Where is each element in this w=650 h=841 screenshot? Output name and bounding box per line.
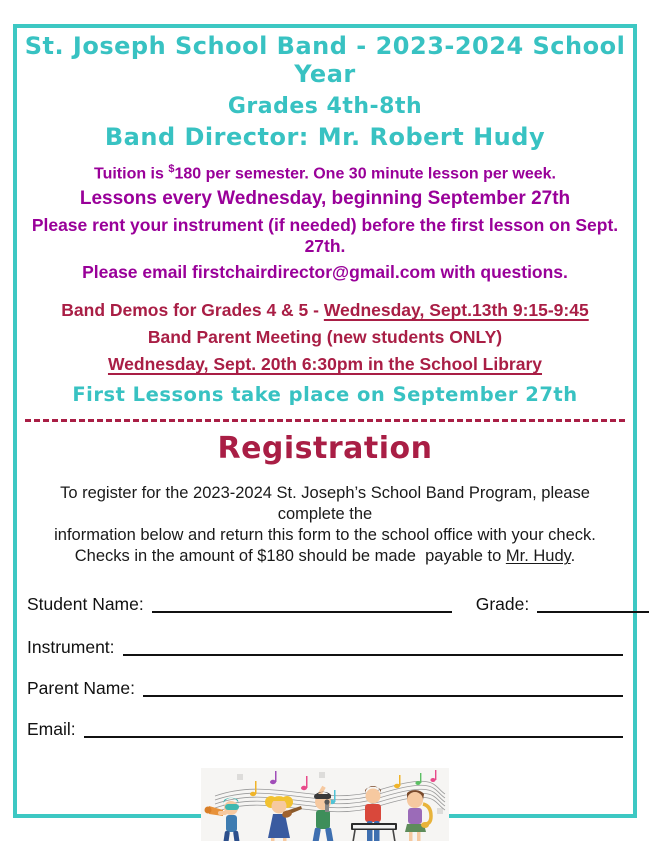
email-blank — [84, 736, 623, 738]
band-demos-line — [17, 300, 633, 321]
instrument-blank — [123, 654, 623, 656]
first-lessons-line: First Lessons take place on September 27th — [72, 383, 578, 407]
registration-form — [27, 594, 623, 741]
registration-para-line2: information below and return this form to the school office with your check. — [54, 526, 596, 545]
email-label: Email: — [27, 719, 76, 740]
student-name-blank — [152, 611, 452, 613]
parent-name-blank — [143, 695, 623, 697]
dashed-divider — [25, 419, 625, 422]
email-row — [27, 719, 623, 741]
registration-para-line1: To register for the 2023-2024 St. Joseph’s School Band Program, please complete the — [60, 484, 595, 524]
parent-meeting-line: Band Parent Meeting (new students ONLY) — [147, 327, 503, 348]
email-contact-line: Please email firstchairdirector@gmail.com with questions. — [82, 262, 568, 283]
band-demos-date: Wednesday, Sept.13th 9:15-9:45 — [323, 300, 589, 321]
grade-label: Grade: — [475, 594, 530, 615]
instrument-label: Instrument: — [27, 637, 115, 658]
grade-blank — [537, 611, 649, 613]
student-name-label: Student Name: — [27, 594, 144, 615]
parent-name-label: Parent Name: — [27, 678, 135, 699]
flyer-title: St. Joseph School Band - 2023-2024 School Year — [24, 32, 626, 88]
meeting-date-line — [17, 354, 633, 375]
flyer-director: Band Director: Mr. Robert Hudy — [104, 123, 546, 152]
payee-name: Mr. Hudy — [505, 547, 571, 566]
tuition-prefix: Tuition is — [93, 165, 169, 183]
student-name-row — [27, 594, 623, 616]
flyer-grades: Grades 4th-8th — [227, 94, 423, 120]
instrument-row — [27, 637, 623, 659]
registration-heading: Registration — [217, 431, 433, 467]
tuition-line — [17, 163, 633, 183]
dollar-sign: $ — [168, 163, 175, 176]
flyer-border-frame — [13, 24, 637, 818]
lessons-line: Lessons every Wednesday, beginning September 27th — [79, 188, 571, 210]
children-band-illustration — [201, 768, 449, 841]
parent-name-row — [27, 678, 623, 700]
tuition-rest: 180 per semester. One 30 minute lesson per week. — [174, 165, 556, 183]
meeting-date: Wednesday, Sept. 20th 6:30pm in the School Library — [107, 354, 543, 375]
rent-line: Please rent your instrument (if needed) before the first lesson on Sept. 27th. — [31, 215, 619, 257]
registration-para-period: . — [570, 547, 576, 566]
registration-instructions — [29, 483, 620, 567]
registration-para-line3: Checks in the amount of $180 should be made payable to — [74, 547, 506, 566]
band-demos-prefix: Band Demos for Grades 4 & 5 - — [61, 300, 324, 321]
